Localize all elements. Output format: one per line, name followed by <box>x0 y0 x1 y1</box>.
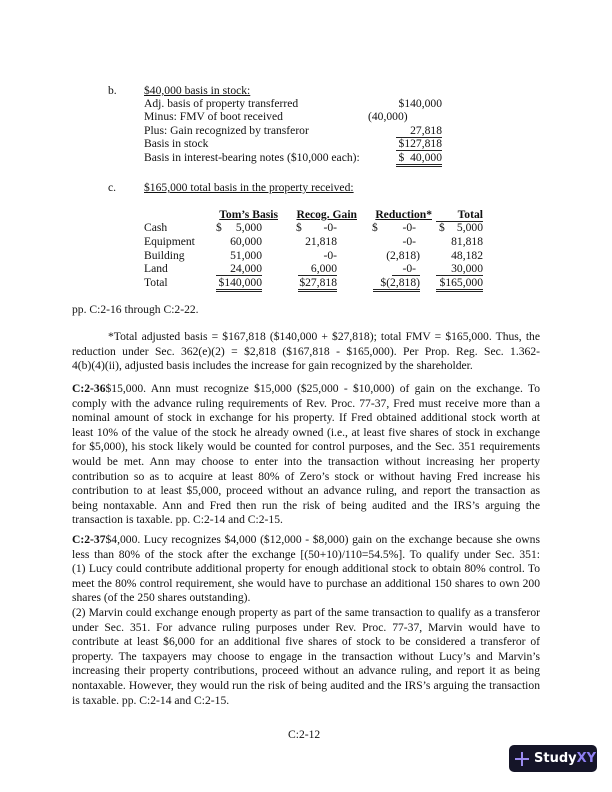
brand-name-main: Study <box>534 750 577 766</box>
problem-c2-36 <box>72 382 540 528</box>
brand-name-accent: XY <box>576 750 597 766</box>
paragraph-line: (2) Marvin could exchange enough property as part of the same transaction to qualify as a transferor <box>72 605 540 619</box>
paragraph-line: property. The taxpayers may choose to engage in the transaction without Lucy’s and Marvin’s <box>72 649 540 663</box>
problem-id: C:2-36 <box>72 382 106 395</box>
paragraph-line: increasing their property contributions, proceed without an advance ruling, and report it as being <box>72 664 540 678</box>
paragraph-line: shares (of the 250 shares outstanding). <box>72 591 251 605</box>
double-underline <box>396 166 442 167</box>
table-cell: 5,000 <box>456 221 483 234</box>
part-b-row-label: Minus: FMV of boot received <box>144 110 283 123</box>
currency-sign: $ <box>372 221 378 234</box>
problem-text: $15,000. Ann must recognize $15,000 ($25,000 - $10,000) of gain on the exchange. To <box>105 382 540 395</box>
part-b-row-value: $140,000 <box>398 97 442 110</box>
paragraph-line: nominal amount of stock in exchange for his property. If Fred obtained additional stock worth at <box>72 411 540 425</box>
currency-sign: $ <box>216 221 222 234</box>
part-b-row-value: (40,000) <box>368 110 408 123</box>
table-cell: $(2,818) <box>380 276 420 289</box>
table-row-asset: Building <box>144 249 185 262</box>
part-b-row-label: Basis in stock <box>144 137 209 150</box>
table-cell: (2,818) <box>386 249 420 262</box>
paragraph-line: is taxable. pp. C:2-14 and C:2-15. <box>72 693 230 707</box>
paragraph-line: *Total adjusted basis = $167,818 ($140,000 + $27,818); total FMV = $165,000. Thus, the <box>108 330 540 343</box>
part-c-label: c. <box>108 181 117 194</box>
table-cell: $165,000 <box>439 276 483 289</box>
table-row-asset: Cash <box>144 221 168 234</box>
paragraph-line <box>72 382 540 397</box>
table-header-reduction: Reduction* <box>375 208 432 221</box>
paragraph-line: 4(b)(4)(ii), adjusted basis includes the increase for gain recognized by the shareholder. <box>72 359 473 373</box>
double-underline <box>436 291 483 292</box>
part-b-row-value: $127,818 <box>398 137 442 150</box>
paragraph-line: would be met. Ann may choose to enter into the transaction without increasing her property <box>72 454 540 468</box>
table-cell: 48,182 <box>451 249 483 262</box>
page-reference: pp. C:2-16 through C:2-22. <box>72 303 199 316</box>
table-cell: 30,000 <box>451 262 483 275</box>
paragraph-line: under Sec. 351. For advance ruling purposes under Rev. Proc. 77-37, Marvin would have to <box>72 620 540 634</box>
double-underline <box>373 289 420 290</box>
table-header-recog-gain: Recog. Gain <box>296 208 357 221</box>
double-underline <box>216 289 262 290</box>
table-cell: -0- <box>402 235 416 248</box>
paragraph-line: least 10% of the value of the stock he already owned (i.e., at least five shares of stock in exchange <box>72 425 540 439</box>
paragraph-line: meet the 80% control requirement, she would have to purchase an additional 150 shares to own 200 <box>72 576 540 590</box>
part-b-row-value: 27,818 <box>410 124 442 137</box>
page-number: C:2-12 <box>288 728 321 741</box>
underline <box>396 164 442 165</box>
currency-sign: $ <box>296 221 302 234</box>
paragraph-line: (1) Lucy could contribute additional property for enough additional stock to obtain 80% control. To <box>72 562 540 576</box>
table-cell: 24,000 <box>230 262 262 275</box>
problem-c2-37 <box>72 533 540 708</box>
studyxy-watermark-badge[interactable] <box>509 745 597 772</box>
paragraph-line: less than 80% of the stock after the exchange [(50+10)/110=54.5%]. To qualify under Sec. 351: <box>72 547 540 561</box>
double-underline <box>216 291 262 292</box>
part-b-row-label: Basis in interest-bearing notes ($10,000 each): <box>144 151 360 164</box>
double-underline <box>298 291 337 292</box>
table-cell: $27,818 <box>299 276 337 289</box>
problem-text: $4,000. Lucy recognizes $4,000 ($12,000 - $8,000) gain on the exchange because she owns <box>105 533 540 546</box>
part-b-row-label: Plus: Gain recognized by transferor <box>144 124 309 137</box>
table-cell: -0- <box>323 221 337 234</box>
table-row-asset: Land <box>144 262 168 275</box>
table-cell: -0- <box>323 249 337 262</box>
part-b-heading: $40,000 basis in stock: <box>144 84 251 97</box>
paragraph-line: for $5,000), his stock likely would be counted for control purposes, and the Sec. 351 requirements <box>72 440 540 454</box>
part-b-row-label: Adj. basis of property transferred <box>144 97 299 110</box>
footnote-paragraph <box>72 330 540 374</box>
table-cell: -0- <box>402 262 416 275</box>
double-underline <box>436 289 483 290</box>
paragraph-line: being nontaxable. Ann and Fred then run the risk of being audited and the IRS’s arguing the <box>72 498 540 512</box>
paragraph-line: reduction under Sec. 362(e)(2) = $2,818 ($167,818 - $165,000). Per Prop. Reg. Sec. 1.362- <box>72 344 540 358</box>
table-cell: -0- <box>402 221 416 234</box>
table-row-asset: Equipment <box>144 235 195 248</box>
table-cell: 60,000 <box>230 235 262 248</box>
paragraph-line: comply with the advance ruling requirements of Rev. Proc. 77-37, Fred must receive more than a <box>72 396 540 410</box>
problem-id: C:2-37 <box>72 533 106 546</box>
currency-sign: $ <box>439 221 445 234</box>
table-header-toms-basis: Tom’s Basis <box>219 208 278 221</box>
part-b-row-value: $ 40,000 <box>398 151 442 164</box>
table-cell: 81,818 <box>451 235 483 248</box>
table-cell: 21,818 <box>305 235 337 248</box>
table-cell: 5,000 <box>235 221 262 234</box>
table-cell: $140,000 <box>218 276 262 289</box>
paragraph-line: contribute at least $6,000 for an additional five shares of stock to be considered a transferor of <box>72 635 540 649</box>
table-cell: 6,000 <box>310 262 337 275</box>
plus-icon <box>515 752 529 766</box>
paragraph-line: contribution so as to acquire at least 80% of Zero’s stock or without having Fred increase his <box>72 469 540 483</box>
paragraph-line: nontaxable. However, they would run the risk of being audited and the IRS’s arguing the transaction <box>72 678 540 692</box>
paragraph-line: transaction is taxable. pp. C:2-14 and C:2-15. <box>72 513 283 527</box>
table-row-asset: Total <box>144 276 168 289</box>
double-underline <box>373 291 420 292</box>
part-b-label: b. <box>108 84 117 97</box>
part-c-heading: $165,000 total basis in the property received: <box>144 181 354 194</box>
double-underline <box>298 289 337 290</box>
table-cell: 51,000 <box>230 249 262 262</box>
table-header-total: Total <box>457 208 483 221</box>
paragraph-line: contribution to at least $5,000, proceed without an advance ruling, and report the transaction as <box>72 484 540 498</box>
paragraph-line <box>72 533 540 548</box>
